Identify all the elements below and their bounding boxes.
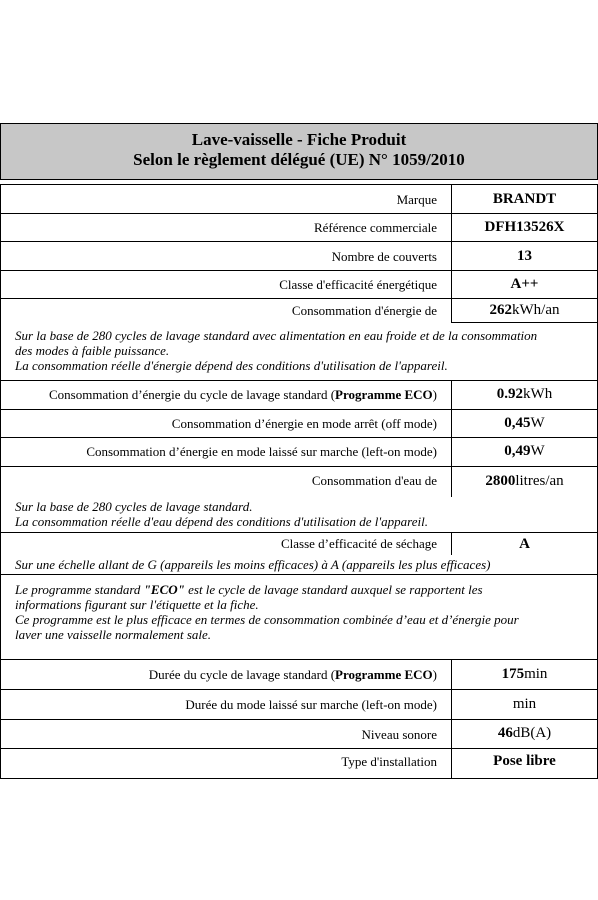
row-niveau-sonore — [1, 720, 597, 749]
unit-duree-cycle: min — [524, 666, 548, 682]
sheet-header — [0, 123, 598, 180]
note-sechage: Sur une échelle allant de G (appareils les moins efficaces) à A (appareils les plus efficaces) — [15, 557, 491, 572]
unit-conso-arret: W — [530, 415, 545, 431]
row-classe-energie — [1, 271, 597, 299]
unit-conso-cycle: kWh — [523, 386, 553, 402]
label-couverts: Nombre de couverts — [331, 249, 437, 264]
note-eco: Le programme standard "ECO" est le cycle de lavage standard auxquel se rapportent les informations figurant sur l'étiquette et la fiche. Ce programme est le plus efficace en termes de consommation combinée d’eau et d’énergie pour laver une vaisselle normalement sale. — [15, 582, 519, 642]
label-conso-energie: Consommation d'énergie de — [291, 303, 437, 318]
label-marque: Marque — [396, 192, 437, 207]
note-eau: Sur la base de 280 cycles de lavage standard. La consommation réelle d'eau dépend des conditions d'utilisation de l'appareil. — [15, 499, 428, 529]
value-duree-cycle: 175 — [501, 666, 525, 682]
row-conso-energie — [1, 299, 597, 381]
row-conso-arret — [1, 410, 597, 438]
label-classe-energie: Classe d'efficacité énergétique — [279, 277, 437, 292]
header-title: Lave-vaisselle - Fiche Produit — [191, 130, 407, 149]
specs-table — [0, 184, 598, 779]
note-energie: Sur la base de 280 cycles de lavage standard avec alimentation en eau froide et de la consommation des modes à faible puissance. La consommation réelle d'énergie dépend des conditions d'utilisation de l'appareil. — [15, 328, 538, 373]
label-classe-sechage: Classe d’efficacité de séchage — [280, 536, 437, 551]
row-installation — [1, 749, 597, 778]
value-conso-energie: 262 — [489, 302, 512, 318]
unit-conso-eau: litres/an — [515, 473, 564, 489]
label-conso-marche: Consommation d’énergie en mode laissé sur marche (left-on mode) — [86, 444, 437, 459]
label-niveau-sonore: Niveau sonore — [361, 727, 437, 742]
label-duree-marche: Durée du mode laissé sur marche (left-on mode) — [185, 697, 437, 712]
value-couverts: 13 — [517, 248, 532, 264]
row-duree-marche — [1, 690, 597, 720]
label-conso-eau: Consommation d'eau de — [311, 473, 437, 488]
value-conso-marche: 0,49 — [504, 443, 531, 459]
label-conso-arret: Consommation d’énergie en mode arrêt (off mode) — [171, 416, 437, 431]
row-duree-cycle — [1, 660, 597, 690]
value-conso-arret: 0,45 — [504, 415, 531, 431]
row-conso-eau — [1, 467, 597, 533]
row-marque — [1, 185, 597, 214]
label-conso-cycle: Consommation d’énergie du cycle de lavage standard (Programme ECO) — [49, 387, 437, 402]
value-niveau-sonore: 46 — [497, 725, 513, 741]
unit-conso-marche: W — [530, 443, 545, 459]
value-reference: DFH13526X — [484, 219, 565, 235]
value-installation: Pose libre — [493, 753, 556, 769]
row-couverts — [1, 242, 597, 271]
header-regulation: Selon le règlement délégué (UE) N° 1059/2010 — [133, 150, 465, 169]
value-conso-eau: 2800 — [485, 473, 516, 489]
unit-duree-marche: min — [512, 696, 537, 712]
value-conso-cycle: 0.92 — [496, 386, 524, 402]
label-installation: Type d'installation — [341, 754, 437, 769]
value-classe-energie: A++ — [510, 276, 539, 292]
row-note-eco — [1, 575, 597, 660]
value-classe-sechage: A — [519, 536, 530, 552]
value-marque: BRANDT — [492, 191, 557, 207]
row-classe-sechage — [1, 533, 597, 575]
row-reference — [1, 214, 597, 242]
unit-niveau-sonore: dB(A) — [512, 725, 552, 741]
label-duree-cycle: Durée du cycle de lavage standard (Programme ECO) — [148, 667, 437, 682]
row-conso-marche — [1, 438, 597, 467]
row-conso-cycle — [1, 381, 597, 410]
label-reference: Référence commerciale — [313, 220, 437, 235]
unit-conso-energie: kWh/an — [512, 302, 560, 318]
